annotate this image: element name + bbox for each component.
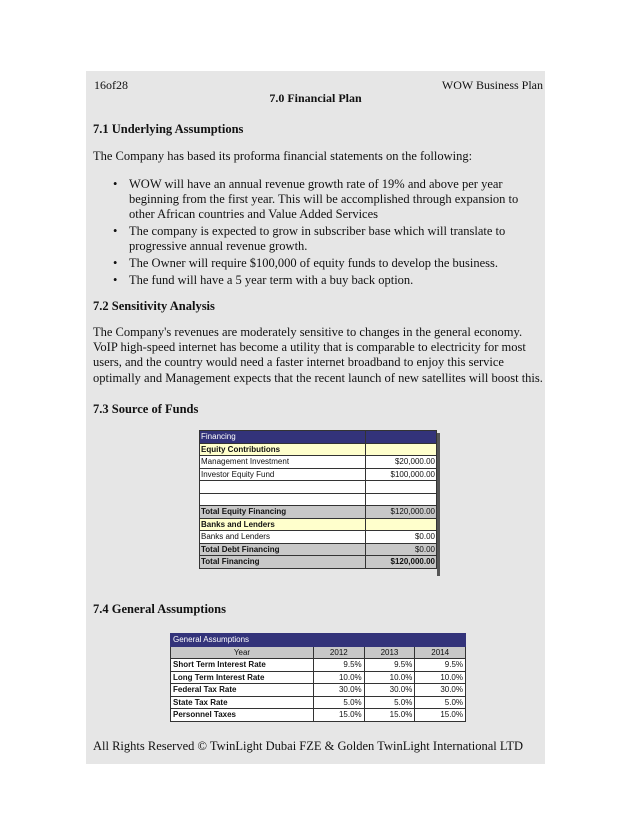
table-row: Federal Tax Rate 30.0% 30.0% 30.0% (171, 684, 466, 697)
table-shadow (437, 433, 440, 576)
section-heading-7-4: 7.4 General Assumptions (93, 602, 227, 616)
table-total-row: Total Equity Financing $120,000.00 (201, 507, 435, 517)
assumptions-list (93, 177, 533, 290)
table-header-row: Year 2012 2013 2014 (171, 646, 466, 659)
table-row: Short Term Interest Rate 9.5% 9.5% 9.5% (171, 659, 466, 672)
section-heading-7-1: 7.1 Underlying Assumptions (93, 122, 244, 136)
table-row: Personnel Taxes 15.0% 15.0% 15.0% (171, 709, 466, 722)
list-item: • The company is expected to grow in subscriber base which will translate to progressive annual revenue growth. (113, 224, 506, 253)
table-title: Financing (200, 431, 366, 444)
table-title: General Assumptions (171, 634, 466, 647)
section-7-2-body: The Company's revenues are moderately sensitive to changes in the general economy. VoIP high-speed internet has become a utility that is comparable to electricity for most users, and the country would need a faster internet broadband to enjoy this service optimally and Management expects that the recent launch of new satellites will boost this. (93, 325, 543, 385)
table-row: Investor Equity Fund $100,000.00 (201, 469, 435, 479)
bullet-icon: • (113, 224, 118, 238)
page-footer: All Rights Reserved © TwinLight Dubai FZE & Golden TwinLight International LTD (93, 739, 524, 753)
table-row: Banks and Lenders $0.00 (201, 532, 435, 542)
table-row: Management Investment $20,000.00 (201, 457, 435, 467)
list-item: • WOW will have an annual revenue growth rate of 19% and above per year beginning from the first year. This will be accomplished through expansion to other African countries and Value Added Services (113, 177, 519, 221)
list-item: • The fund will have a 5 year term with a buy back option. (113, 273, 414, 287)
table-section-header: Equity Contributions (200, 443, 366, 456)
page-title: 7.0 Financial Plan (269, 91, 362, 105)
table-section-header: Banks and Lenders (200, 518, 366, 531)
table-total-row: Total Debt Financing $0.00 (201, 544, 435, 554)
financing-table (199, 430, 437, 569)
table-row: Long Term Interest Rate 10.0% 10.0% 10.0% (171, 671, 466, 684)
bullet-icon: • (113, 273, 118, 287)
table-grand-total-row: Total Financing $120,000.00 (201, 557, 435, 567)
section-heading-7-3: 7.3 Source of Funds (93, 402, 199, 416)
document-title: WOW Business Plan (441, 78, 543, 92)
list-item: • The Owner will require $100,000 of equity funds to develop the business. (113, 256, 499, 270)
bullet-icon: • (113, 177, 118, 191)
section-7-1-intro: The Company has based its proforma financial statements on the following: (93, 149, 473, 163)
table-row: State Tax Rate 5.0% 5.0% 5.0% (171, 696, 466, 709)
general-assumptions-table (170, 633, 466, 722)
page-number: 16of28 (94, 78, 128, 92)
document-page (86, 71, 545, 764)
bullet-icon: • (113, 256, 118, 270)
section-heading-7-2: 7.2 Sensitivity Analysis (93, 299, 215, 313)
